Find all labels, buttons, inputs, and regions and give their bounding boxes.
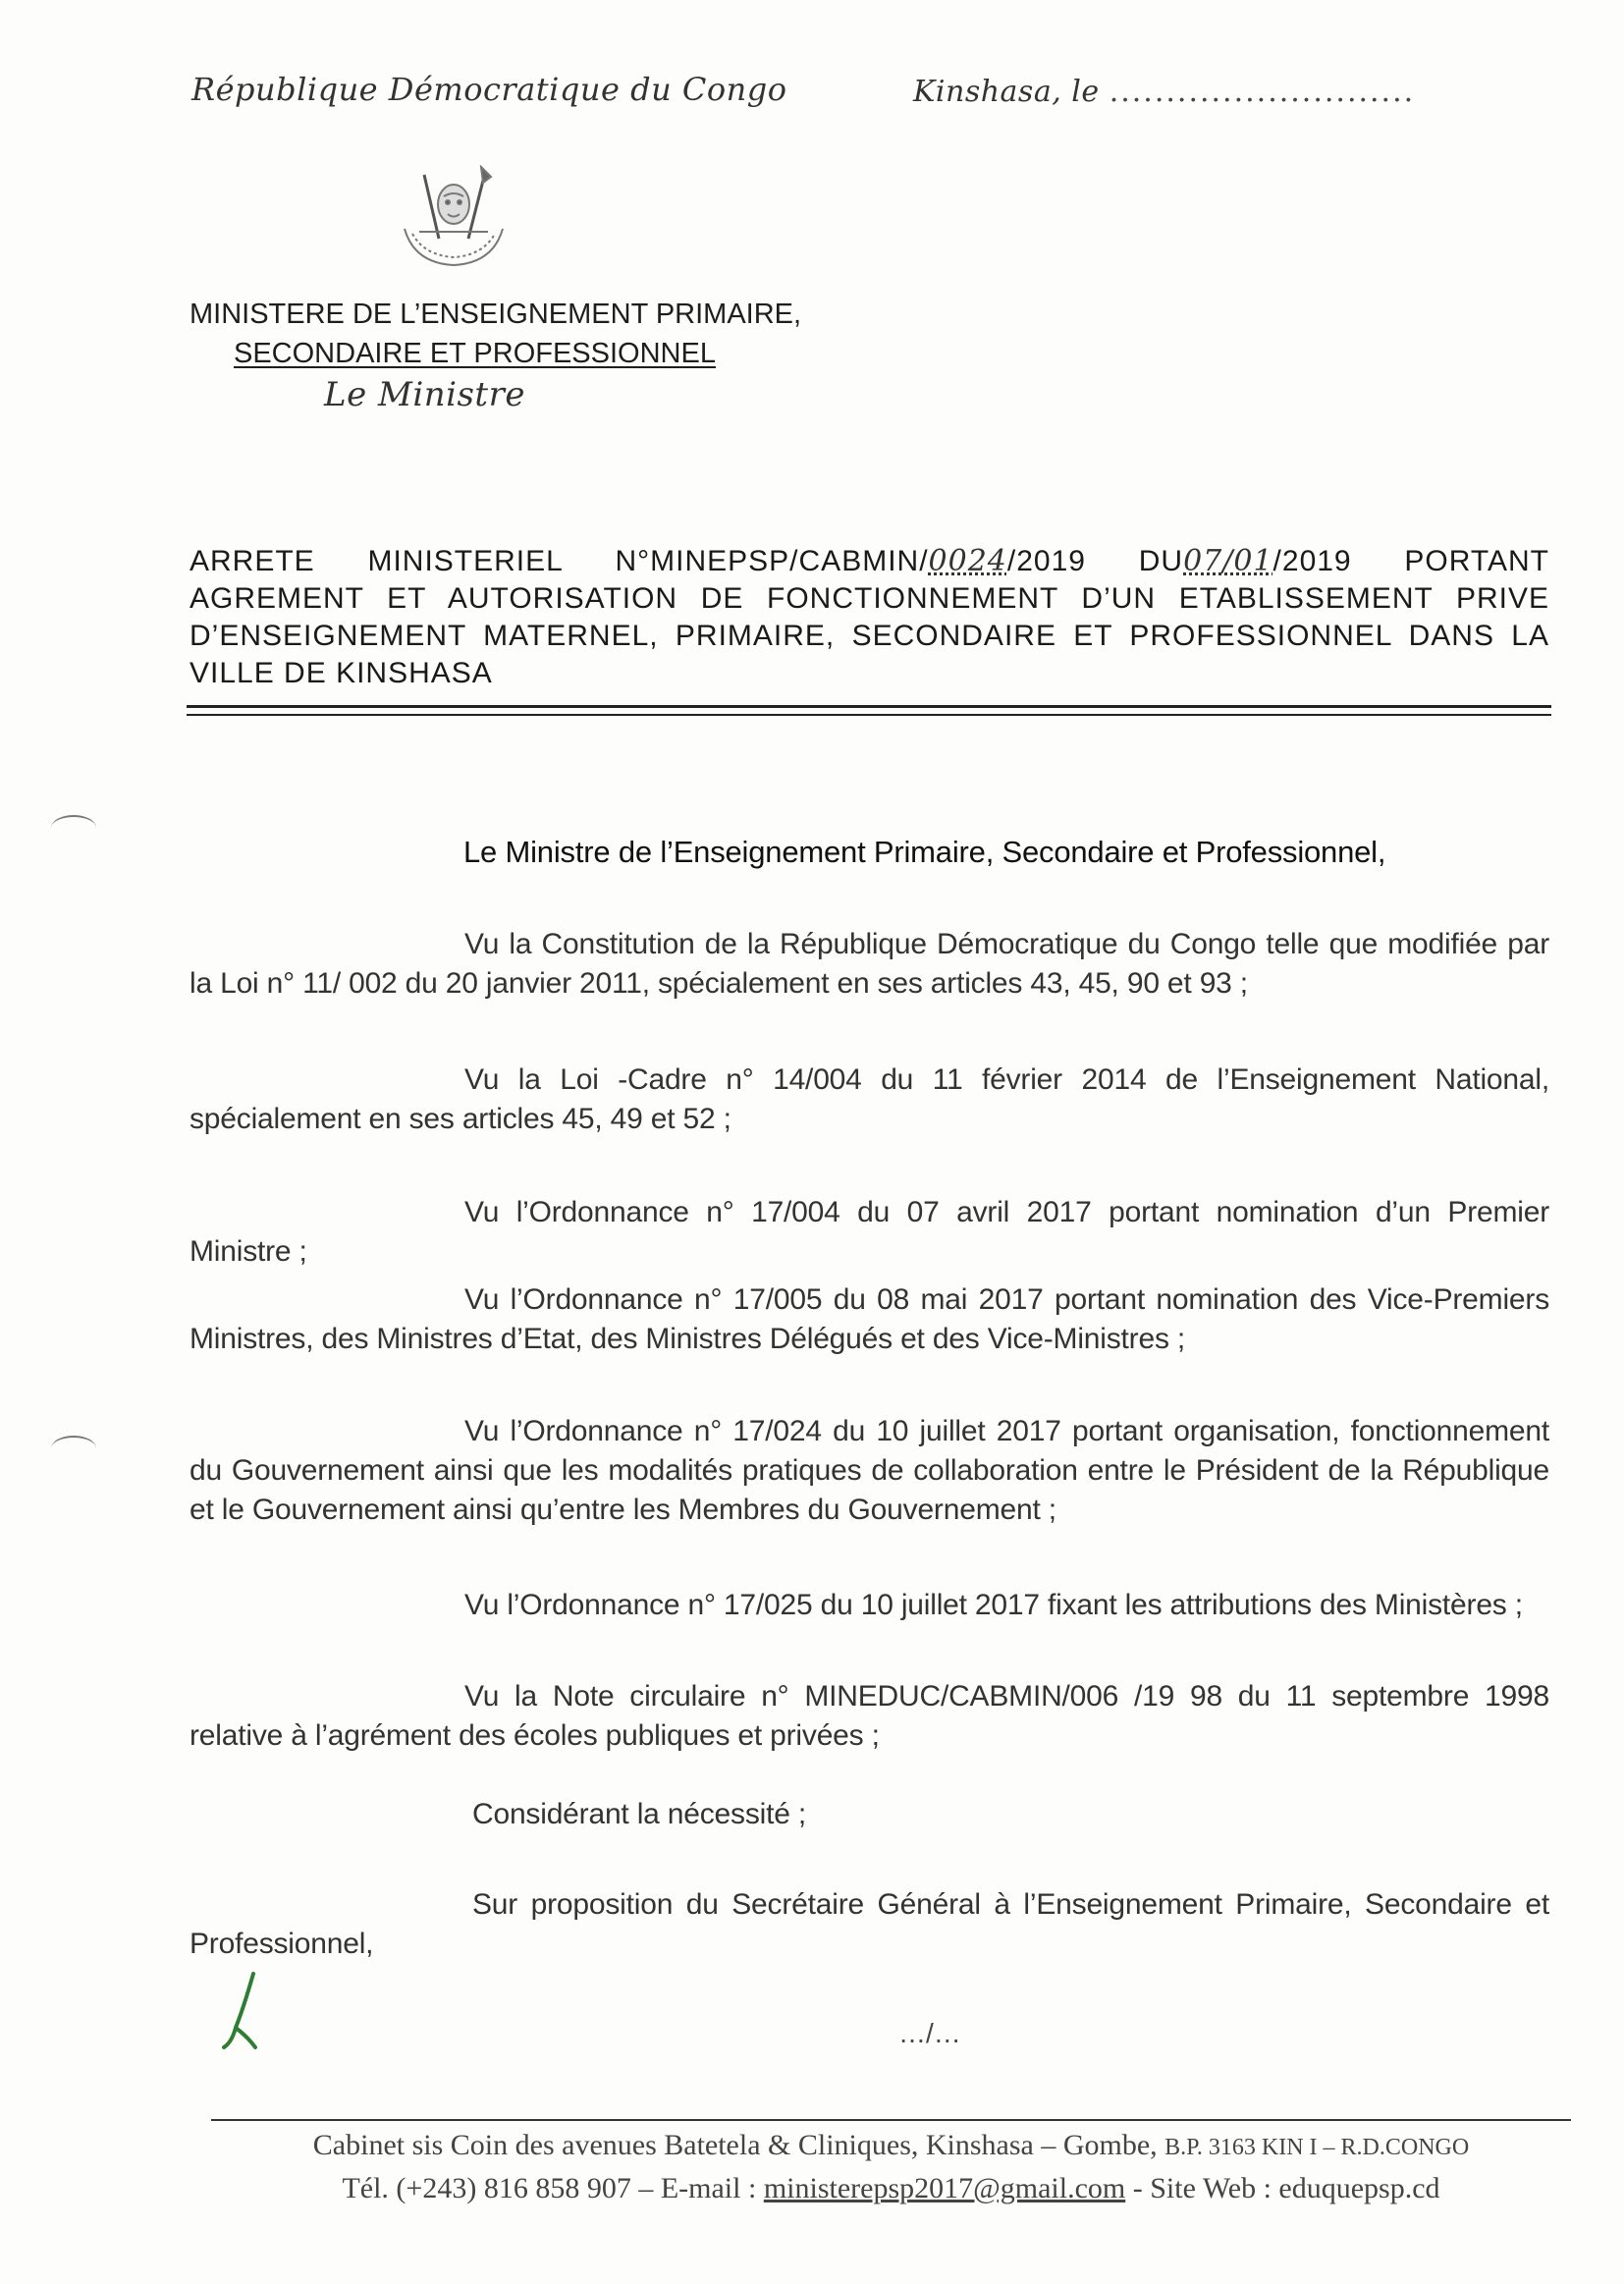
place-date [913,75,1415,109]
le-ministre-heading: Le Ministre [324,375,525,414]
paragraph-considerant [189,1795,1549,1834]
paragraph-text: Vu l’Ordonnance n° 17/004 du 07 avril 2017 portant nomination d’un Premier Ministre ; [189,1196,1549,1268]
paragraph-text: Vu l’Ordonnance n° 17/024 du 10 juillet 2017 portant organisation, fonctionnement du Gouvernement ainsi que les modalités pratiques de collaboration entre le Président de la République et le Gouvernement ainsi qu’entre les Membres du Gouvernement ; [189,1415,1549,1526]
continuation-mark: …/… [898,2018,961,2048]
footer-website: - Site Web : eduquepsp.cd [1125,2172,1440,2204]
footer-contact [211,2125,1571,2209]
paragraph-constitution [189,925,1549,1004]
paragraph-text: Sur proposition du Secrétaire Général à l’Enseignement Primaire, Secondaire et Professionnel, [189,1888,1549,1960]
arrete-number: 0024 [928,544,1007,578]
footer-line-address [211,2125,1571,2168]
footer-phone: Tél. (+243) 816 858 907 – E-mail : [342,2172,764,2204]
republic-heading: République Démocratique du Congo [191,71,787,108]
initial-signature-mark [214,1969,273,2052]
paragraph-ordonnance-17-024 [189,1412,1549,1530]
arrete-prefix: ARRETE MINISTERIEL N°MINEPSP/CABMIN/ [189,545,929,577]
footer-rule [211,2119,1571,2121]
paragraph-proposition [189,1885,1549,1964]
footer-line-contact [211,2168,1571,2209]
paragraph-text: Vu la Loi -Cadre n° 14/004 du 11 février 2014 de l’Enseignement National, spécialement en ses articles 45, 49 et 52 ; [189,1063,1549,1135]
arrete-year: /2019 [1272,545,1352,577]
arrete-date: 07/01 [1183,544,1273,578]
place-label: Kinshasa, le [913,75,1100,109]
opening-line: Le Ministre de l’Enseignement Primaire, Secondaire et Professionnel, [463,835,1386,869]
paragraph-text: Vu la Note circulaire n° MINEDUC/CABMIN/006 /19 98 du 11 septembre 1998 relative à l’agrément des écoles publiques et privées ; [189,1680,1549,1752]
ministry-line-2: SECONDAIRE ET PROFESSIONNEL [234,338,716,369]
punch-hole-mark [51,815,96,841]
arrete-mid: /2019 DU [1006,545,1184,577]
paragraph-ordonnance-17-025 [189,1586,1549,1625]
footer-email-link[interactable]: ministerepsp2017@gmail.com [763,2172,1126,2204]
paragraph-ordonnance-17-004 [189,1193,1549,1272]
arrete-subject: PORTANT AGREMENT ET AUTORISATION DE FONCTIONNEMENT D’UN ETABLISSEMENT PRIVE D’ENSEIGNEMENT MATERNEL, PRIMAIRE, SECONDAIRE ET PROFESSIONNEL DANS LA VILLE DE KINSHASA [189,545,1549,689]
arrete-title [189,543,1549,692]
paragraph-text: Considérant la nécessité ; [472,1798,806,1830]
ministry-line-1: MINISTERE DE L’ENSEIGNEMENT PRIMAIRE, [189,299,802,330]
punch-hole-mark [51,1436,96,1461]
paragraph-text: Vu l’Ordonnance n° 17/025 du 10 juillet 2017 fixant les attributions des Ministères ; [464,1589,1523,1621]
paragraph-text: Vu l’Ordonnance n° 17/005 du 08 mai 2017 portant nomination des Vice-Premiers Ministres, des Ministres d’Etat, des Ministres Délégués et des Vice-Ministres ; [189,1283,1549,1355]
date-blank: ........................... [1109,75,1416,109]
paragraph-note-circulaire [189,1677,1549,1756]
footer-address: Cabinet sis Coin des avenues Batetela & Cliniques, Kinshasa – Gombe, [312,2129,1158,2161]
coat-of-arms-emblem [385,165,522,273]
paragraph-ordonnance-17-005 [189,1280,1549,1359]
ministry-block [189,295,801,373]
paragraph-text: Vu la Constitution de la République Démocratique du Congo telle que modifiée par la Loi n° 11/ 002 du 20 janvier 2011, spécialement en ses articles 43, 45, 90 et 93 ; [189,928,1549,1000]
title-double-rule [187,705,1551,716]
footer-po-box: B.P. 3163 KIN I – R.D.CONGO [1164,2135,1470,2160]
paragraph-loi-cadre [189,1060,1549,1139]
